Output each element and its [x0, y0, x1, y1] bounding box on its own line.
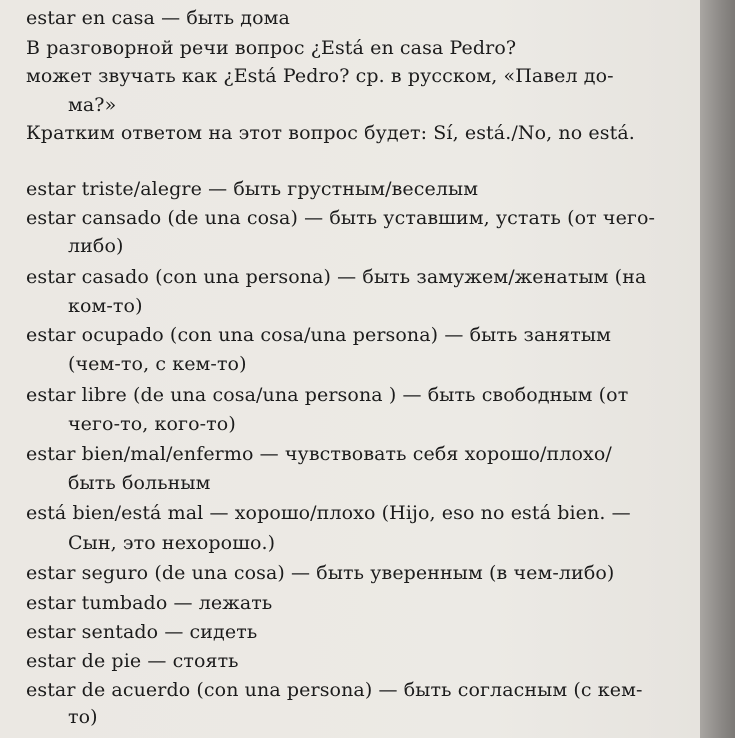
text-line: está bien/está mal — хорошо/плохо (Hijo, eso no está bien. — — [26, 502, 631, 524]
text-line: estar seguro (de una cosa) — быть уверенным (в чем-либо) — [26, 562, 615, 584]
text-line: может звучать как ¿Está Pedro? ср. в русском, «Павел до- — [26, 65, 614, 87]
text-line: estar cansado (de una cosa) — быть уставшим, устать (от чего- — [26, 207, 656, 229]
text-line: ком-то) — [68, 295, 143, 317]
text-line: estar bien/mal/enfermo — чувствовать себя хорошо/плохо/ — [26, 443, 612, 465]
text-line: Сын, это нехорошо.) — [68, 532, 276, 554]
text-line: estar ocupado (con una cosa/una persona) — быть занятым — [26, 324, 611, 346]
text-line: Кратким ответом на этот вопрос будет: Sí, está./No, no está. — [26, 122, 635, 144]
text-line: estar libre (de una cosa/una persona ) — быть свободным (от — [26, 384, 629, 406]
text-line: быть больным — [68, 472, 211, 494]
text-line: либо) — [68, 235, 124, 257]
text-line: estar casado (con una persona) — быть замужем/женатым (на — [26, 266, 647, 288]
page-edge-shadow — [700, 0, 735, 738]
text-line: ма?» — [68, 94, 117, 116]
text-line: estar de pie — стоять — [26, 650, 239, 672]
text-line: (чем-то, с кем-то) — [68, 353, 247, 375]
text-line: чего-то, кого-то) — [68, 413, 236, 435]
text-line: В разговорной речи вопрос ¿Está en casa Pedro? — [26, 37, 517, 59]
text-line: то) — [68, 706, 98, 728]
text-line: estar sentado — сидеть — [26, 621, 258, 643]
text-line: estar tumbado — лежать — [26, 592, 273, 614]
text-line: estar en casa — быть дома — [26, 7, 290, 29]
text-line: estar triste/alegre — быть грустным/веселым — [26, 178, 479, 200]
text-line: estar de acuerdo (con una persona) — быть согласным (с кем- — [26, 679, 643, 701]
